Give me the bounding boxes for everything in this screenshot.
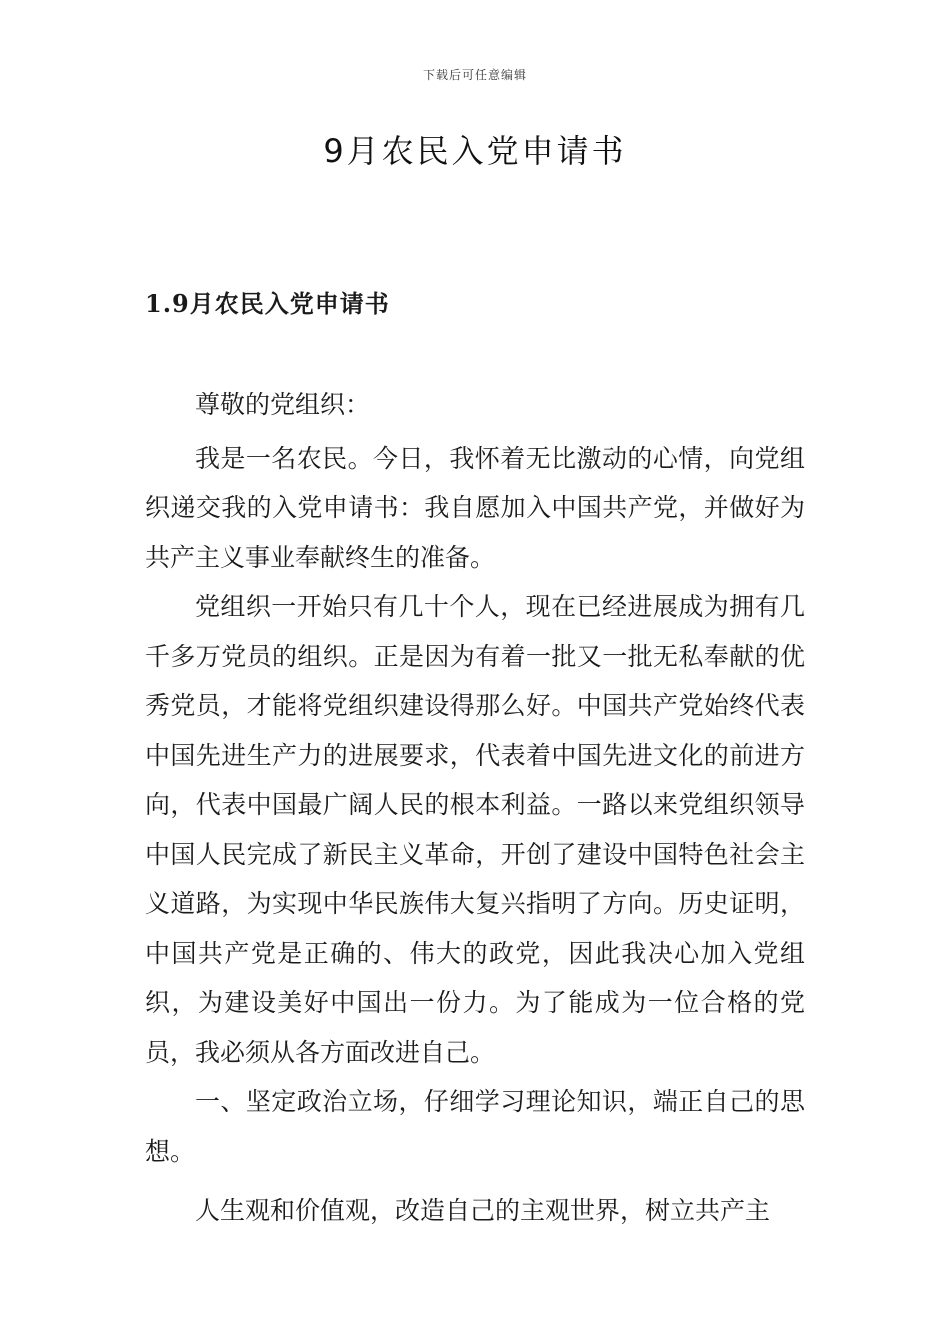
paragraph-party-history: 党组织一开始只有几十个人，现在已经进展成为拥有几千多万党员的组织。正是因为有着一批又一批无私奉献的优秀党员，才能将党组织建设得那么好。中国共产党始终代表中国先进生产力的进展要求，代表着中国先进文化的前进方向，代表中国最广阔人民的根本利益。一路以来党组织领导中国人民完成了新民主义革命，开创了建设中国特色社会主义道路，为实现中华民族伟大复兴指明了方向。历史证明，中国共产党是正确的、伟大的政党，因此我决心加入党组织，为建设美好中国出一份力。为了能成为一位合格的党员，我必须从各方面改进自己。 (145, 592, 805, 1067)
document-title: 9月农民入党申请书 (323, 132, 627, 170)
document-body (145, 380, 805, 1236)
section-heading: 1.9月农民入党申请书 (145, 289, 390, 318)
paragraph-continuation: 人生观和价值观，改造自己的主观世界，树立共产主 (195, 1196, 771, 1225)
header-note: 下载后可任意编辑 (422, 68, 527, 82)
paragraph-point-one: 一、坚定政治立场，仔细学习理论知识，端正自己的思想。 (145, 1087, 805, 1166)
salutation: 尊敬的党组织： (195, 390, 371, 419)
paragraph-intro: 我是一名农民。今日，我怀着无比激动的心情，向党组织递交我的入党申请书：我自愿加入中国共产党，并做好为共产主义事业奉献终生的准备。 (145, 443, 805, 572)
